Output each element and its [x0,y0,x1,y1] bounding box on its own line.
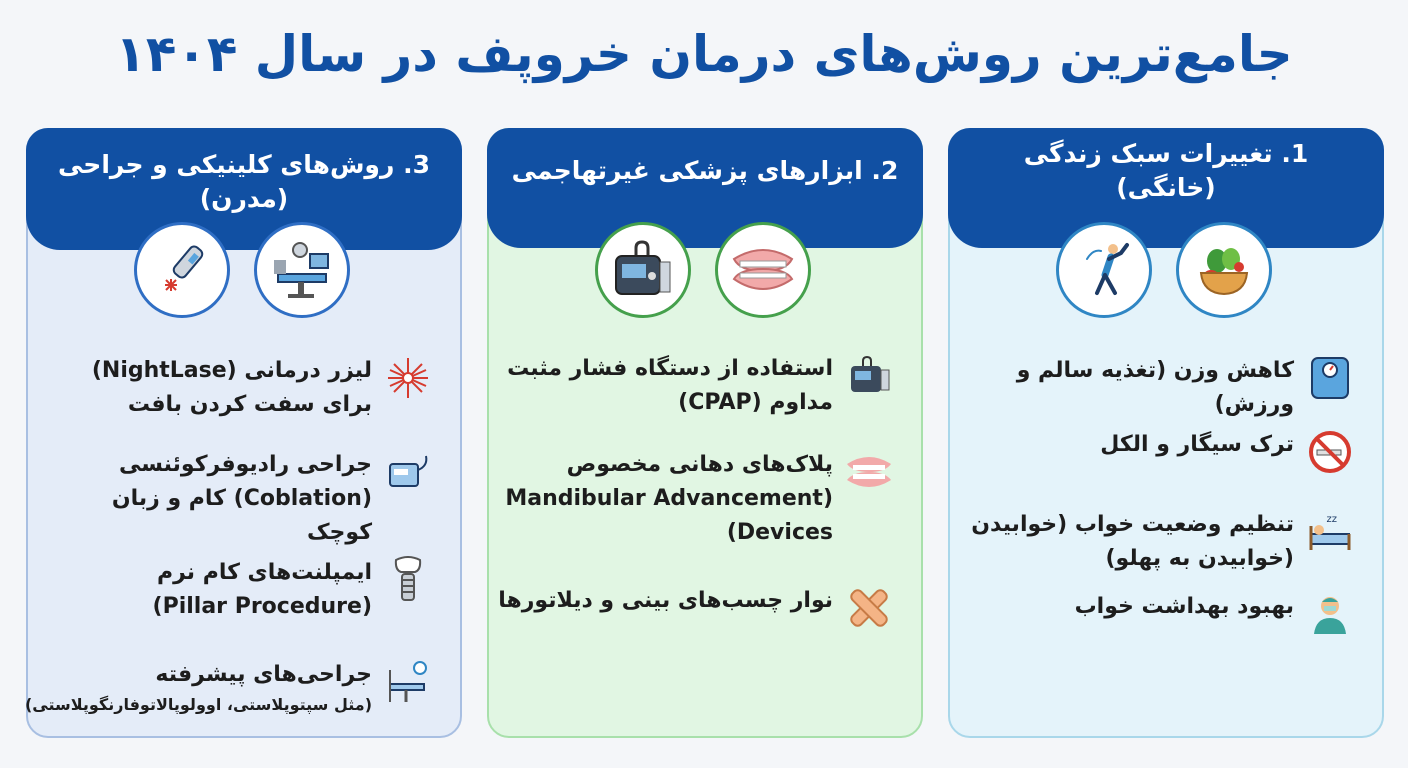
list-item: بهبود بهداشت خواب [946,590,1382,638]
list-item: کاهش وزن (تغذیه سالم و ورزش) [946,354,1382,422]
laser-burst-icon [384,354,432,402]
list-item: zz تنظیم وضعیت خواب (خوابیدن (خوابیدن به پهلو) [946,508,1382,576]
sleeping-bed-icon [1306,508,1354,556]
column-lifestyle [948,128,1384,738]
column-heading: 1. تغییرات سبک زندگی (خانگی) [948,128,1384,248]
surgery-room-icon [254,222,350,318]
column-heading: 3. روش‌های کلینیکی و جراحی (مدرن) [26,128,462,250]
svg-text:zz: zz [1326,514,1337,525]
list-item: پلاک‌های دهانی مخصوص (Mandibular Advancement Devices) [485,448,921,550]
list-item: ایمپلنت‌های کام نرم (Pillar Procedure) [24,556,460,624]
laser-device-icon [134,222,230,318]
item-subtext: (مثل سپتوپلاستی، اوولوپالاتوفارنگوپلاستی) [24,695,372,714]
cpap-machine-icon [595,222,691,318]
mouthguard-icon [845,448,893,496]
list-item: نوار چسب‌های بینی و دیلاتورها [485,584,921,632]
stretching-person-icon [1056,222,1152,318]
salad-bowl-icon [1176,222,1272,318]
list-item: جراحی رادیوفرکوئنسی (Coblation) کام و زبان کوچک [24,448,460,550]
list-item: لیزر درمانی (NightLase) برای سفت کردن بافت [24,354,460,422]
dental-appliance-icon [715,222,811,318]
doctor-icon [1306,590,1354,638]
scale-icon [1306,354,1354,402]
column-medical-devices [487,128,923,738]
cpap-icon [845,352,893,400]
page-title: جامع‌ترین روش‌های درمان خروپف در سال ۱۴۰۴ [115,25,1293,83]
implant-icon [384,556,432,604]
no-smoking-icon [1306,428,1354,476]
column-surgical [26,128,462,738]
column-heading: 2. ابزارهای پزشکی غیرتهاجمی [487,128,923,248]
item-text: جراحی‌های پیشرفته [155,662,372,687]
surgery-table-icon [384,658,432,706]
list-item: ترک سیگار و الکل [946,428,1382,476]
rf-device-icon [384,448,432,496]
list-item: استفاده از دستگاه فشار مثبت مداوم (CPAP) [485,352,921,420]
bandage-icon [845,584,893,632]
list-item [24,658,460,718]
